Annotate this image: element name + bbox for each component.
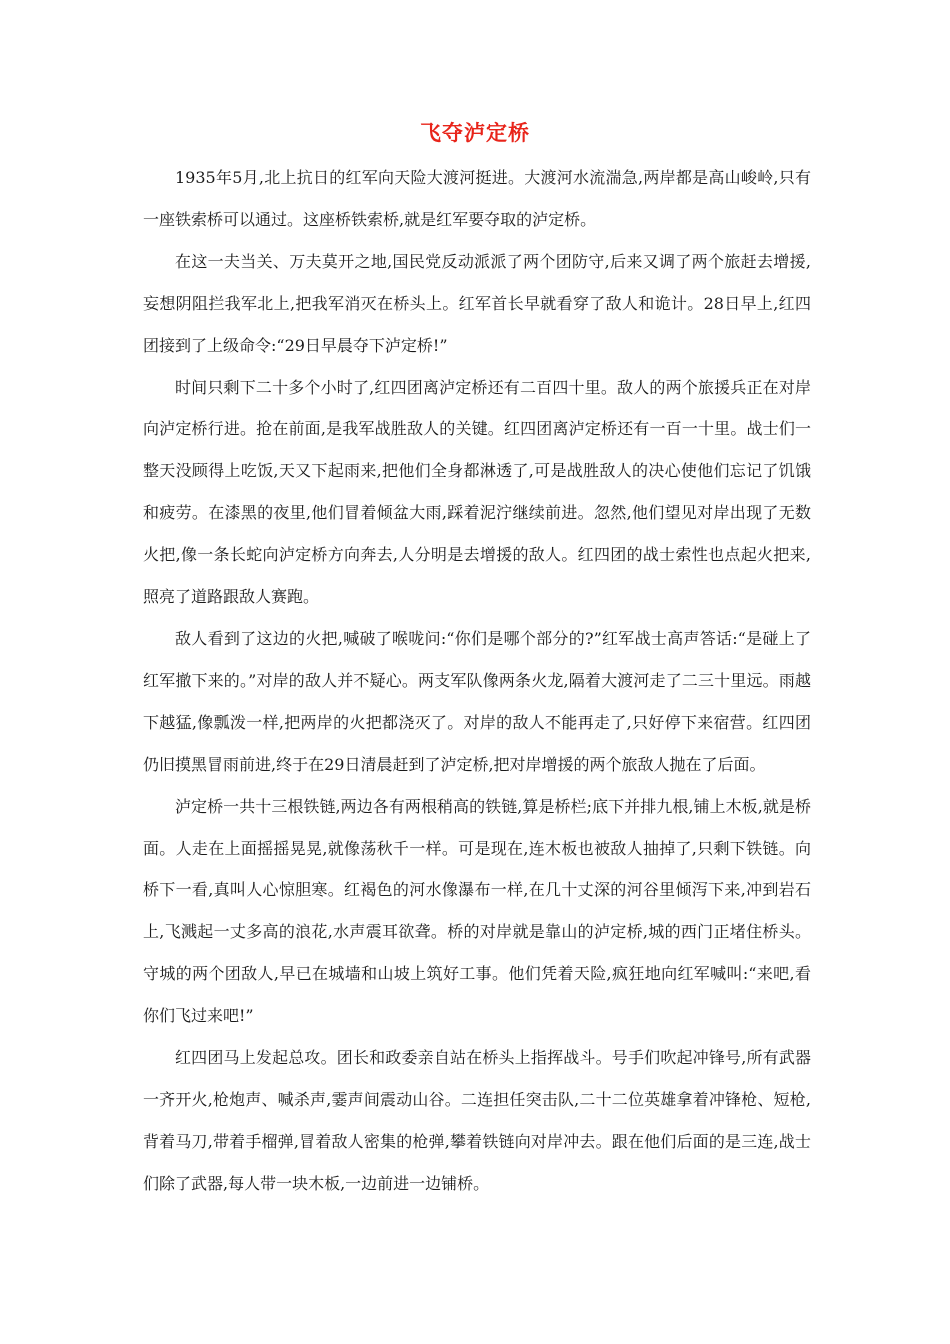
document-body: [143, 157, 811, 1205]
paragraph-3: 时间只剩下二十多个小时了,红四团离泸定桥还有二百四十里。敌人的两个旅援兵正在对岸向泸定桥行进。抢在前面,是我军战胜敌人的关键。红四团离泸定桥还有一百一十里。战士们一整天没顾得上吃饭,天又下起雨来,把他们全身都淋透了,可是战胜敌人的决心使他们忘记了饥饿和疲劳。在漆黑的夜里,他们冒着倾盆大雨,踩着泥泞继续前进。忽然,他们望见对岸出现了无数火把,像一条长蛇向泸定桥方向奔去,人分明是去增援的敌人。红四团的战士索性也点起火把来,照亮了道路跟敌人赛跑。: [143, 377, 811, 607]
paragraph-4: 敌人看到了这边的火把,喊破了喉咙问:“你们是哪个部分的?”红军战士高声答话:“是碰上了红军撤下来的。”对岸的敌人并不疑心。两支军队像两条火龙,隔着大渡河走了二三十里远。雨越下越猛,像瓢泼一样,把两岸的火把都浇灭了。对岸的敌人不能再走了,只好停下来宿营。红四团仍旧摸黑冒雨前进,终于在29日清晨赶到了泸定桥,把对岸增援的两个旅敌人抛在了后面。: [143, 628, 811, 774]
paragraph-6: 红四团马上发起总攻。团长和政委亲自站在桥头上指挥战斗。号手们吹起冲锋号,所有武器一齐开火,枪炮声、喊杀声,霎声间震动山谷。二连担任突击队,二十二位英雄拿着冲锋枪、短枪,背着马刀,带着手榴弹,冒着敌人密集的枪弹,攀着铁链向对岸冲去。跟在他们后面的是三连,战士们除了武器,每人带一块木板,一边前进一边铺桥。: [143, 1048, 811, 1193]
paragraph-1: 1935年5月,北上抗日的红军向天险大渡河挺进。大渡河水流湍急,两岸都是高山峻岭,只有一座铁索桥可以通过。这座桥铁索桥,就是红军要夺取的泸定桥。: [143, 168, 811, 229]
paragraph-5: 泸定桥一共十三根铁链,两边各有两根稍高的铁链,算是桥栏;底下并排九根,铺上木板,就是桥面。人走在上面摇摇晃晃,就像荡秋千一样。可是现在,连木板也被敌人抽掉了,只剩下铁链。向桥下一看,真叫人心惊胆寒。红褐色的河水像瀑布一样,在几十丈深的河谷里倾泻下来,冲到岩石上,飞溅起一丈多高的浪花,水声震耳欲聋。桥的对岸就是靠山的泸定桥,城的西门正堵住桥头。守城的两个团敌人,早已在城墙和山坡上筑好工事。他们凭着天险,疯狂地向红军喊叫:“来吧,看你们飞过来吧!”: [143, 796, 811, 1026]
paragraph-2: 在这一夫当关、万夫莫开之地,国民党反动派派了两个团防守,后来又调了两个旅赶去增援,妄想阴阻拦我军北上,把我军消灭在桥头上。红军首长早就看穿了敌人和诡计。28日早上,红四团接到了上级命令:“29日早晨夺下泸定桥!”: [143, 251, 811, 355]
document-title: 飞夺泸定桥: [420, 121, 530, 145]
